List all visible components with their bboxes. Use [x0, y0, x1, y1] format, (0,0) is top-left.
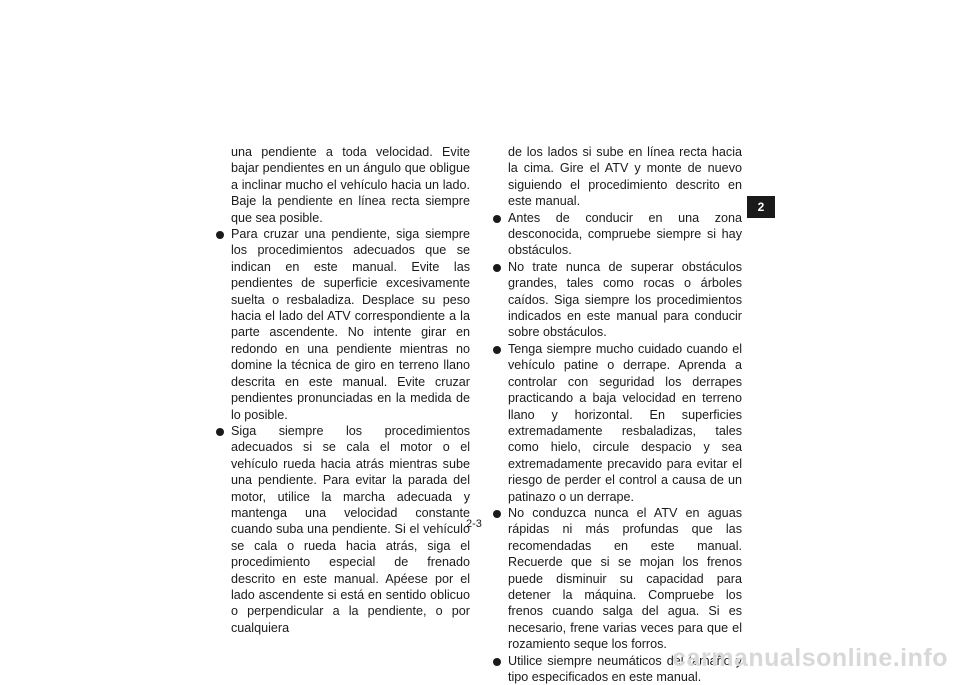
left-continuation-text: una pendiente a toda velocidad. Evite bajar pendientes en un ángulo que obligue a inclinar mucho el vehículo hacia un lado. Baje la pendiente en línea recta siempre que sea posible.	[231, 145, 470, 225]
bullet-dot-icon	[493, 510, 501, 518]
left-bullet-1	[215, 226, 470, 423]
bullet-dot-icon	[216, 231, 224, 239]
right-bullet-4	[492, 505, 742, 653]
right-bullet-5-text: Utilice siempre neumáticos del tamaño y tipo especificados en este manual.	[508, 653, 742, 684]
left-bullet-1-text: Para cruzar una pendiente, siga siempre los procedimientos adecuados que se indican en este manual. Evite las pendientes de superficie excesivamente suelta o resbaladiza. Desplace su peso hacia el lado del ATV correspondiente a la parte ascendente. No intente girar en redondo en una pendiente mientras no domine la técnica de giro en terreno llano descrita en este manual. Evite cruzar pendientes pronunciadas en la medida de lo posible.	[231, 227, 470, 422]
left-bullet-2	[215, 423, 470, 636]
page-number: 2-3	[466, 518, 482, 530]
bullet-dot-icon	[493, 658, 501, 666]
bullet-dot-icon	[493, 346, 501, 354]
right-continuation-text: de los lados si sube en línea recta hacia la cima. Gire el ATV y monte de nuevo siguiendo el procedimiento descrito en este manual.	[508, 145, 742, 209]
watermark: carmanualsonline.info	[672, 644, 948, 672]
right-column	[492, 144, 742, 685]
bullet-dot-icon	[216, 428, 224, 436]
left-column	[215, 144, 470, 636]
right-bullet-2-text: No trate nunca de superar obstáculos grandes, tales como rocas o árboles caídos. Siga siempre los procedimientos indicados en este manual para conducir sobre obstáculos.	[508, 259, 742, 340]
right-bullet-4-text: No conduzca nunca el ATV en aguas rápidas ni más profundas que las recomendadas en este manual. Recuerde que si se mojan los frenos puede disminuir su capacidad para detener la máquina. Compruebe los frenos cuando salga del agua. Si es necesario, frene varias veces para que el rozamiento seque los forros.	[508, 505, 742, 652]
right-bullet-1	[492, 210, 742, 259]
section-tab: 2	[747, 196, 775, 218]
right-bullet-1-text: Antes de conducir en una zona desconocida, compruebe siempre si hay obstáculos.	[508, 210, 742, 258]
left-bullet-2-text: Siga siempre los procedimientos adecuados si se cala el motor o el vehículo rueda hacia atrás mientras sube una pendiente. Para evitar la parada del motor, utilice la marcha adecuada y mantenga una velocidad constante cuando suba una pendiente. Si el vehículo se cala o rueda hacia atrás, siga el procedimiento especial de frenado descrito en este manual. Apéese por el lado ascendente si está en sentido oblicuo o perpendicular a la pendiente, o por cualquiera	[231, 423, 470, 635]
right-bullet-2	[492, 259, 742, 341]
right-bullet-3	[492, 341, 742, 505]
bullet-dot-icon	[493, 264, 501, 272]
bullet-dot-icon	[493, 215, 501, 223]
right-bullet-3-text: Tenga siempre mucho cuidado cuando el vehículo patine o derrape. Aprenda a controlar con seguridad los derrapes practicando a baja velocidad en terreno llano y horizontal. En superficies extremadamente resbaladizas, tales como hielo, circule despacio y sea extremadamente precavido para evitar el riesgo de perder el control a causa de un patinazo o un derrape.	[508, 341, 742, 504]
